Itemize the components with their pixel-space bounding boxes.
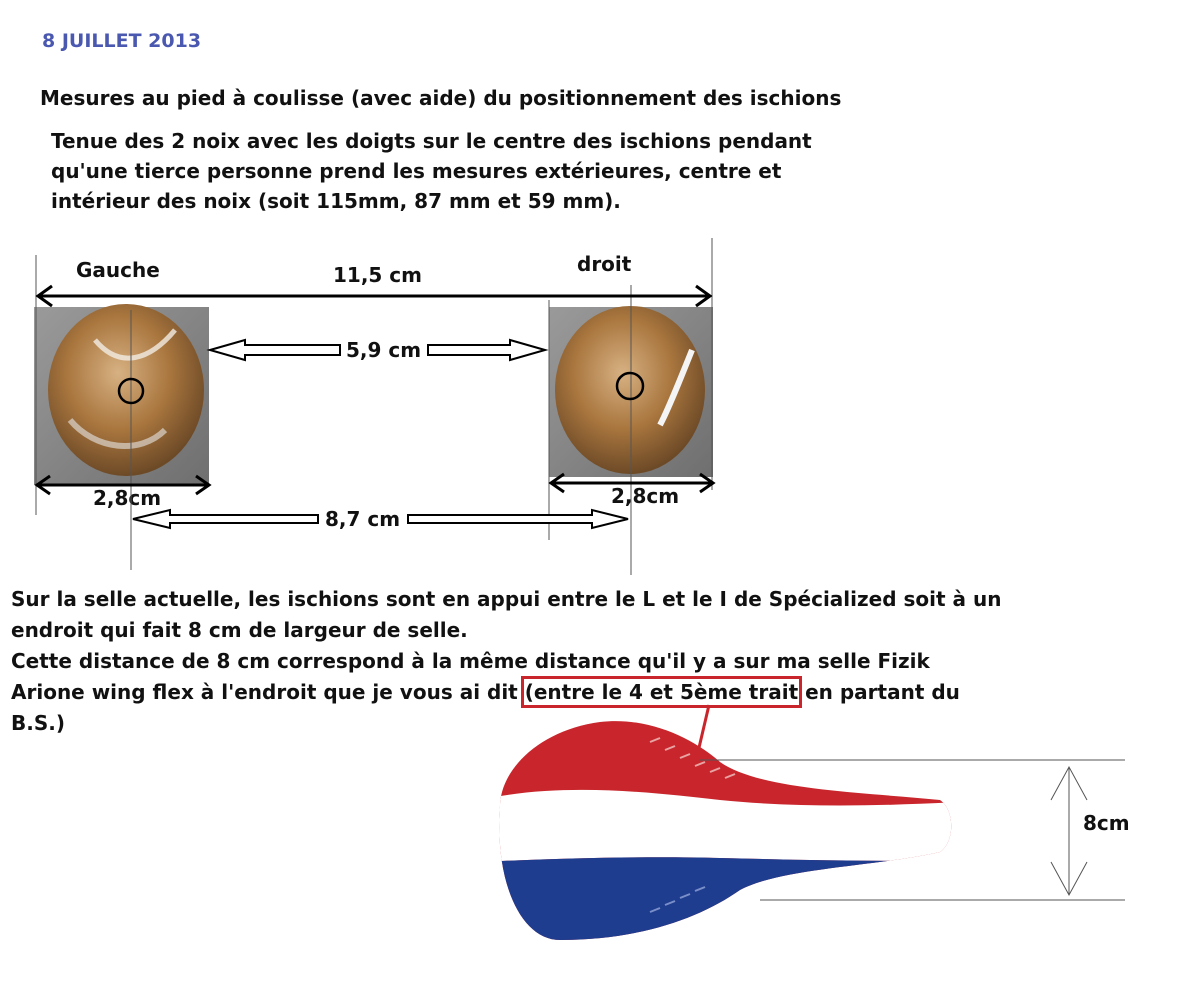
highlighted-text: (entre le 4 et 5ème trait (524, 680, 799, 704)
paragraph-line: Cette distance de 8 cm correspond à la même distance qu'il y a sur ma selle Fizik (11, 649, 930, 673)
left-nut-width-label: 2,8cm (93, 486, 162, 510)
intro-line: intérieur des noix (soit 115mm, 87 mm et 59 mm). (51, 189, 621, 213)
paragraph-line: endroit qui fait 8 cm de largeur de selle. (11, 618, 468, 642)
intro-line: Tenue des 2 noix avec les doigts sur le centre des ischions pendant (51, 129, 812, 153)
left-nut-photo (34, 304, 209, 485)
heading: Mesures au pied à coulisse (avec aide) du positionnement des ischions (40, 86, 842, 110)
inner-gap-label: 5,9 cm (346, 338, 422, 362)
intro-line: qu'une tierce personne prend les mesures extérieures, centre et (51, 159, 782, 183)
callout-line (698, 705, 709, 752)
outer-width-label: 11,5 cm (333, 263, 423, 287)
inner-gap-arrows (210, 340, 545, 360)
center-distance-label: 8,7 cm (325, 507, 401, 531)
left-nut-label: Gauche (76, 258, 160, 282)
date-title: 8 JUILLET 2013 (42, 30, 202, 52)
saddle-image (480, 700, 970, 950)
paragraph-line: Sur la selle actuelle, les ischions sont en appui entre le L et le I de Spécialized soit à un (11, 587, 1002, 611)
paragraph-line: B.S.) (11, 711, 65, 735)
saddle-width-label: 8cm (1083, 811, 1130, 835)
paragraph-text: Arione wing flex à l'endroit que je vous ai dit (11, 680, 525, 704)
center-distance-arrows (133, 510, 628, 528)
paragraph-text: en partant du (798, 680, 960, 704)
right-nut-label: droit (577, 252, 632, 276)
right-nut-width-label: 2,8cm (611, 484, 680, 508)
outer-width-arrow (38, 286, 710, 306)
